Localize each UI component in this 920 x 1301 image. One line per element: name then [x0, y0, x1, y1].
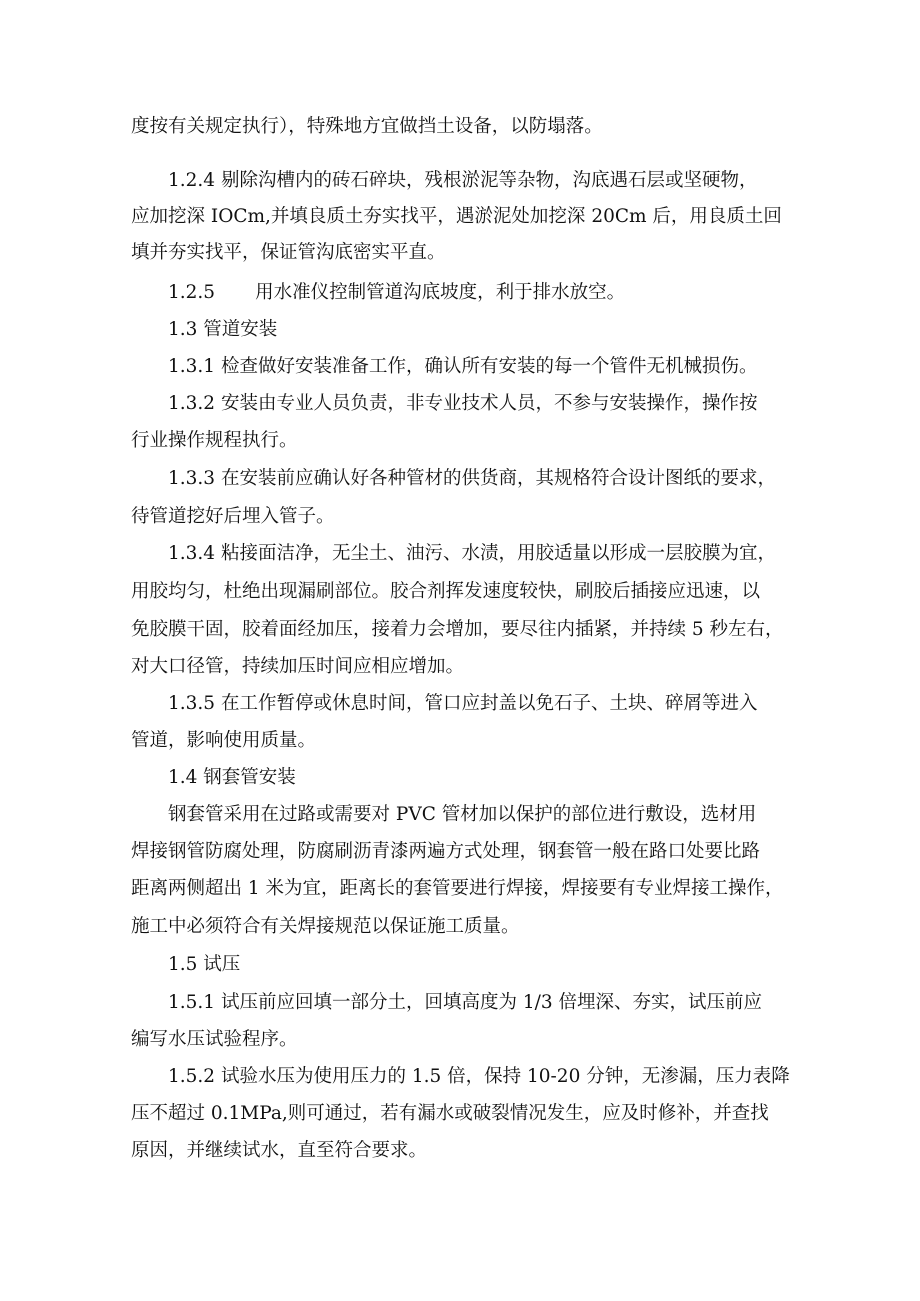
text-line: 待管道挖好后埋入管子。 [131, 506, 335, 527]
text-line: 1.5.1 试压前应回填一部分土，回填高度为 1/3 倍埋深、夯实，试压前应 [168, 992, 762, 1013]
text-line [168, 281, 625, 305]
text-line: 距离两侧超出 1 米为宜，距离长的套管要进行焊接，焊接要有专业焊接工操作， [131, 878, 784, 899]
text-line: 管道，影响使用质量。 [131, 730, 317, 751]
section-text: 用水准仪控制管道沟底坡度，利于排水放空。 [255, 282, 626, 303]
text-line: 钢套管采用在过路或需要对 PVC 管材加以保护的部位进行敷设，选材用 [168, 804, 757, 825]
section-heading: 1.5 试压 [168, 954, 241, 975]
text-line: 原因，并继续试水，直至符合要求。 [131, 1140, 428, 1161]
text-line: 用胶均匀，杜绝出现漏刷部位。胶合剂挥发速度较快，刷胶后插接应迅速，以 [131, 581, 761, 602]
section-number: 1.2.5 [168, 282, 216, 303]
text-line: 应加挖深 IOCm,并填良质土夯实找平，遇淤泥处加挖深 20Cm 后，用良质土回 [131, 206, 782, 227]
section-heading: 1.3 管道安装 [168, 319, 278, 340]
text-line: 1.3.2 安装由专业人员负责，非专业技术人员，不参与安装操作，操作按 [168, 393, 758, 414]
text-line: 填并夯实找平，保证管沟底密实平直。 [131, 242, 446, 263]
section-heading: 1.4 钢套管安装 [168, 767, 296, 788]
text-line: 1.2.4 剔除沟槽内的砖石碎块，残根淤泥等杂物，沟底遇石层或坚硬物， [168, 170, 758, 191]
text-line: 度按有关规定执行），特殊地方宜做挡土设备，以防塌落。 [131, 116, 603, 137]
text-line: 焊接钢管防腐处理，防腐刷沥青漆两遍方式处理，钢套管一般在路口处要比路 [131, 841, 761, 862]
text-line: 1.3.5 在工作暂停或休息时间，管口应封盖以免石子、土块、碎屑等进入 [168, 693, 758, 714]
text-line: 1.3.3 在安装前应确认好各种管材的供货商，其规格符合设计图纸的要求， [168, 468, 776, 489]
text-line: 编写水压试验程序。 [131, 1029, 298, 1050]
text-line: 1.3.1 检查做好安装准备工作，确认所有安装的每一个管件无机械损伤。 [168, 356, 758, 377]
text-line: 1.3.4 粘接面洁净，无尘土、油污、水渍，用胶适量以形成一层胶膜为宜， [168, 543, 776, 564]
text-line: 1.5.2 试验水压为使用压力的 1.5 倍，保持 10-20 分钟，无渗漏，压力表降 [168, 1066, 790, 1087]
text-line: 行业操作规程执行。 [131, 430, 298, 451]
text-line: 对大口径管，持续加压时间应相应增加。 [131, 656, 465, 677]
text-line: 免胶膜干固，胶着面经加压，接着力会增加，要尽往内插紧，并持续 5 秒左右， [131, 619, 784, 640]
text-line: 施工中必须符合有关焊接规范以保证施工质量。 [131, 916, 520, 937]
text-line: 压不超过 0.1MPa,则可通过，若有漏水或破裂情况发生，应及时修补，并查找 [131, 1103, 769, 1124]
